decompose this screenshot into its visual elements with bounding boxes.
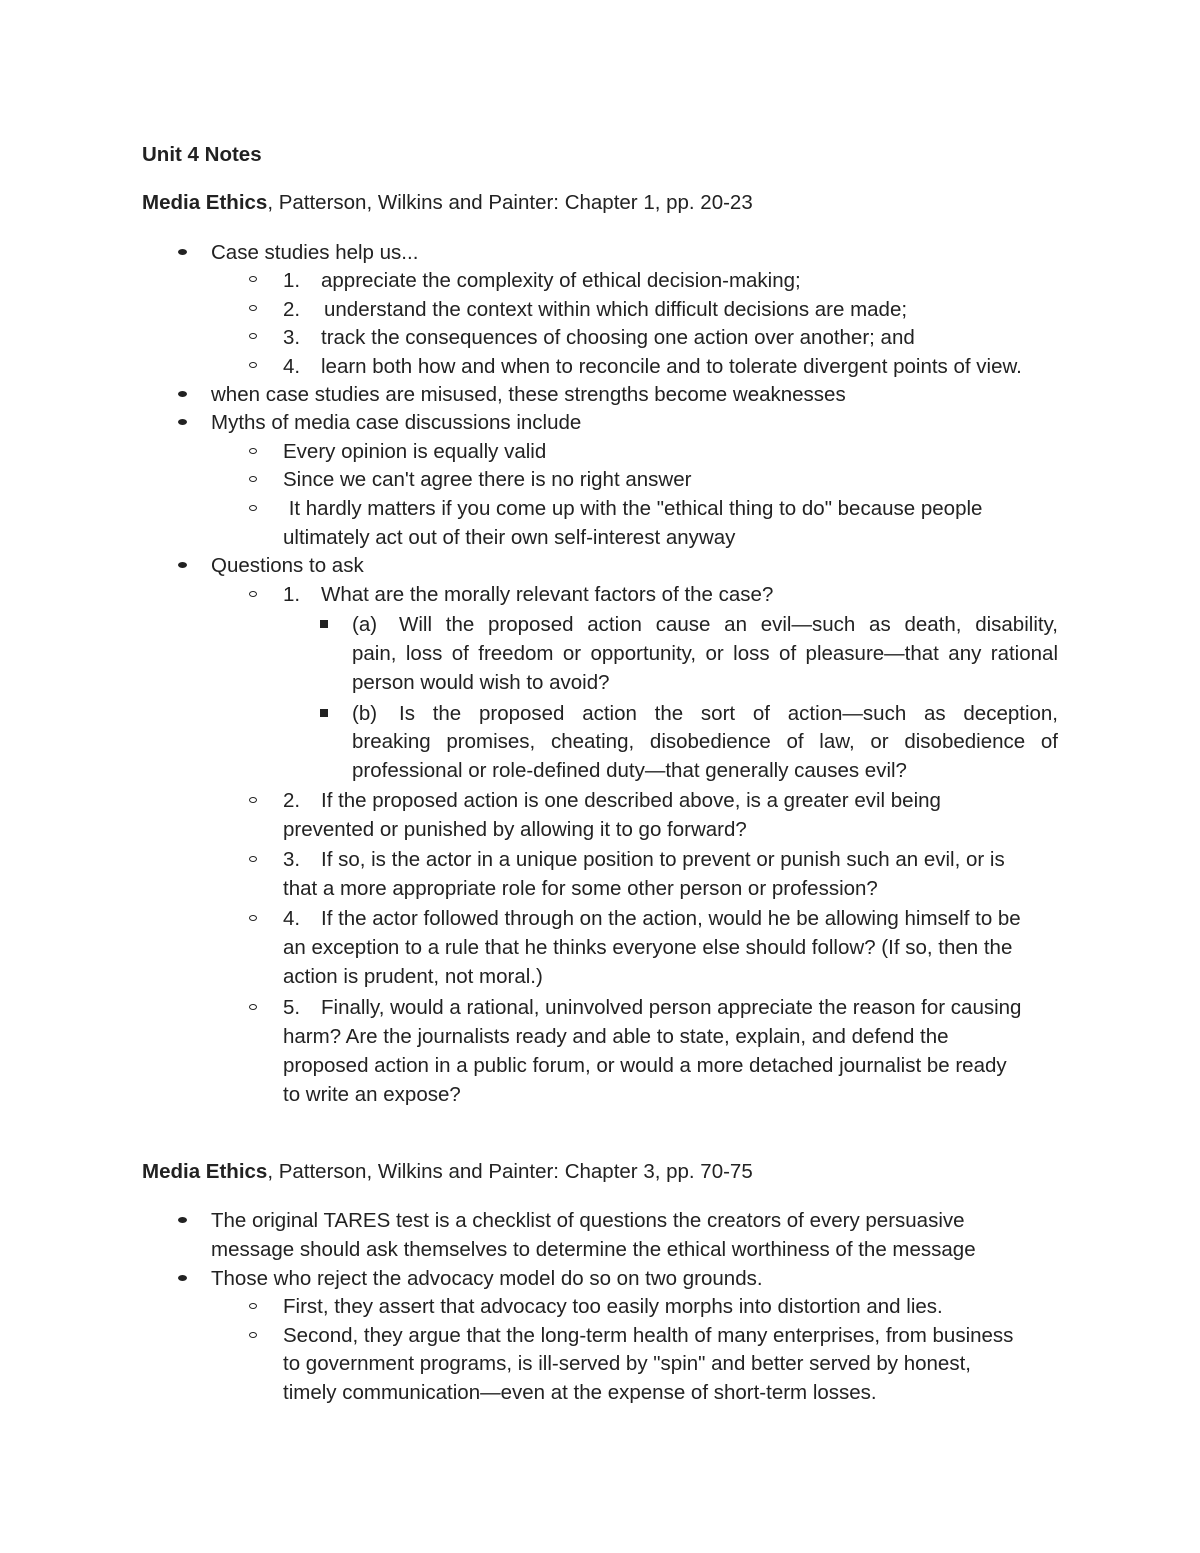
bullet-circle-icon	[249, 1332, 257, 1338]
list-item-continued: that a more appropriate role for some other person or profession?	[283, 877, 878, 900]
citation: , Patterson, Wilkins and Painter: Chapter 1, pp. 20-23	[267, 191, 753, 214]
item-number: 5.	[283, 996, 301, 1019]
list-item: Will the proposed action cause an evil—such as death, disability,	[399, 613, 1058, 636]
item-label: (b)	[352, 702, 378, 725]
list-item: First, they assert that advocacy too easily morphs into distortion and lies.	[283, 1295, 943, 1318]
list-item: Since we can't agree there is no right answer	[283, 468, 692, 491]
bullet-square-icon	[320, 620, 328, 628]
item-number: 1.	[283, 269, 301, 292]
list-item: Is the proposed action the sort of action—such as deception,	[399, 702, 1058, 725]
bullet-circle-icon	[249, 1004, 257, 1010]
book-title: Media Ethics	[142, 191, 268, 214]
bullet-circle-icon	[249, 505, 257, 511]
page-title: Unit 4 Notes	[142, 143, 262, 166]
list-item: What are the morally relevant factors of the case?	[321, 583, 774, 606]
list-item: If so, is the actor in a unique position to prevent or punish such an evil, or is	[321, 848, 1005, 871]
list-item-continued: pain, loss of freedom or opportunity, or loss of pleasure—that any rational	[352, 642, 1058, 665]
list-item: understand the context within which difficult decisions are made;	[324, 298, 908, 321]
item-number: 2.	[283, 298, 301, 321]
list-item: Myths of media case discussions include	[211, 411, 582, 434]
list-item-continued: to government programs, is ill-served by "spin" and better served by honest,	[283, 1352, 971, 1375]
bullet-circle-icon	[249, 448, 257, 454]
list-item: It hardly matters if you come up with the "ethical thing to do" because people	[283, 497, 983, 520]
list-item: learn both how and when to reconcile and to tolerate divergent points of view.	[321, 355, 1022, 378]
item-number: 4.	[283, 355, 301, 378]
list-item: Questions to ask	[211, 554, 364, 577]
list-item: when case studies are misused, these strengths become weaknesses	[211, 383, 846, 406]
list-item: If the proposed action is one described above, is a greater evil being	[321, 789, 941, 812]
list-item: track the consequences of choosing one action over another; and	[321, 326, 915, 349]
bullet-circle-icon	[249, 276, 257, 282]
list-item-continued: an exception to a rule that he thinks everyone else should follow? (If so, then the	[283, 936, 1013, 959]
list-item: Finally, would a rational, uninvolved person appreciate the reason for causing	[321, 996, 1022, 1019]
item-label: (a)	[352, 613, 378, 636]
citation: , Patterson, Wilkins and Painter: Chapter 3, pp. 70-75	[267, 1160, 753, 1183]
item-number: 4.	[283, 907, 301, 930]
list-item: The original TARES test is a checklist of questions the creators of every persuasive	[211, 1209, 965, 1232]
list-item: Every opinion is equally valid	[283, 440, 547, 463]
list-item: If the actor followed through on the action, would he be allowing himself to be	[321, 907, 1021, 930]
item-number: 1.	[283, 583, 301, 606]
bullet-disc-icon	[178, 249, 187, 255]
list-item-continued: person would wish to avoid?	[352, 671, 610, 694]
section-heading-chapter-1	[142, 188, 753, 217]
list-item-continued: proposed action in a public forum, or would a more detached journalist be ready	[283, 1054, 1007, 1077]
bullet-disc-icon	[178, 391, 187, 397]
bullet-disc-icon	[178, 1275, 187, 1281]
book-title: Media Ethics	[142, 1160, 268, 1183]
bullet-circle-icon	[249, 797, 257, 803]
list-item-continued: to write an expose?	[283, 1083, 461, 1106]
bullet-circle-icon	[249, 1303, 257, 1309]
list-item: appreciate the complexity of ethical decision-making;	[321, 269, 801, 292]
bullet-circle-icon	[249, 856, 257, 862]
bullet-circle-icon	[249, 305, 257, 311]
list-item: Those who reject the advocacy model do so on two grounds.	[211, 1267, 763, 1290]
bullet-disc-icon	[178, 562, 187, 568]
list-item-continued: breaking promises, cheating, disobedience of law, or disobedience of	[352, 730, 1058, 753]
section-heading-chapter-3	[142, 1157, 753, 1186]
list-item-continued: prevented or punished by allowing it to go forward?	[283, 818, 747, 841]
item-number: 2.	[283, 789, 301, 812]
bullet-circle-icon	[249, 333, 257, 339]
list-item-continued: action is prudent, not moral.)	[283, 965, 543, 988]
list-item-continued: message should ask themselves to determine the ethical worthiness of the message	[211, 1238, 976, 1261]
item-number: 3.	[283, 326, 301, 349]
bullet-circle-icon	[249, 591, 257, 597]
bullet-circle-icon	[249, 362, 257, 368]
list-item-continued: ultimately act out of their own self-interest anyway	[283, 526, 736, 549]
item-number: 3.	[283, 848, 301, 871]
list-item: Case studies help us...	[211, 241, 419, 264]
bullet-square-icon	[320, 709, 328, 717]
list-item-continued: timely communication—even at the expense of short-term losses.	[283, 1381, 877, 1404]
bullet-circle-icon	[249, 476, 257, 482]
bullet-circle-icon	[249, 915, 257, 921]
bullet-disc-icon	[178, 419, 187, 425]
list-item-continued: harm? Are the journalists ready and able to state, explain, and defend the	[283, 1025, 949, 1048]
bullet-disc-icon	[178, 1217, 187, 1223]
list-item: Second, they argue that the long-term health of many enterprises, from business	[283, 1324, 1014, 1347]
list-item-continued: professional or role-defined duty—that generally causes evil?	[352, 759, 907, 782]
